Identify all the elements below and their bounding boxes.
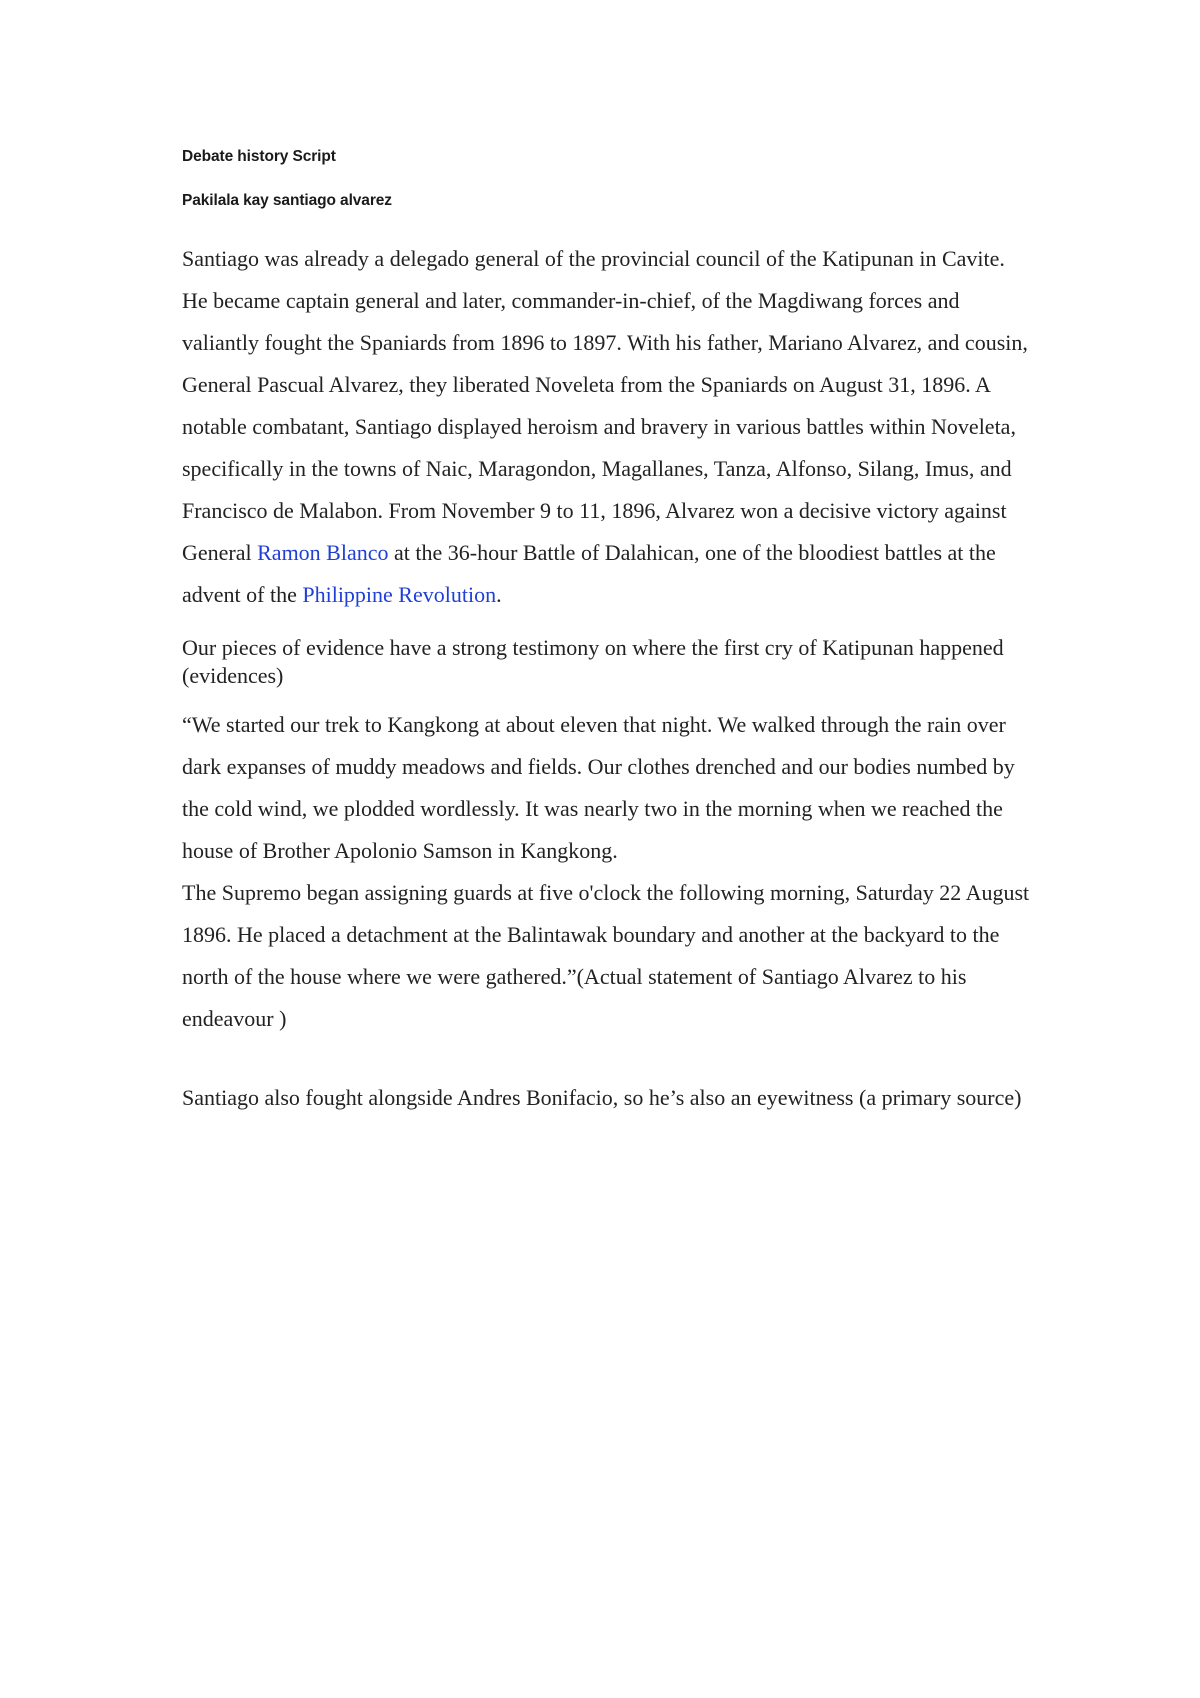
paragraph-biography-text-2: at the 36-hour Battle of Dalahican, one of the bloodiest battles at the advent of the [182,540,996,607]
document-subtitle: Pakilala kay santiago alvarez [182,192,392,209]
link-philippine-revolution[interactable]: Philippine Revolution [302,582,497,607]
document-title: Debate history Script [182,148,336,165]
quote-part-2: The Supremo began assigning guards at five o'clock the following morning, Saturday 22 August 1896. He placed a detachment at the Balintawak boundary and another at the backyard to the north of the house where we were gathered.”(Actual statement of Santiago Alvarez to his endeavour ) [182,880,1030,1031]
paragraph-evidence-intro: Our pieces of evidence have a strong testimony on where the first cry of Katipunan happened (evidences) [182,635,1004,688]
quote-block [182,704,1032,1040]
quote-part-1: “We started our trek to Kangkong at about eleven that night. We walked through the rain over dark expanses of muddy meadows and fields. Our clothes drenched and our bodies numbed by the cold wind, we plodded wordlessly. It was nearly two in the morning when we reached the house of Brother Apolonio Samson in Kangkong. [182,712,1015,863]
paragraph-biography-text-1: Santiago was already a delegado general of the provincial council of the Katipunan in Cavite. He became captain general and later, commander-in-chief, of the Magdiwang forces and valiantly fought the Spaniards from 1896 to 1897. With his father, Mariano Alvarez, and cousin, General Pascual Alvarez, they liberated Noveleta from the Spaniards on August 31, 1896. A notable combatant, Santiago displayed heroism and bravery in various battles within Noveleta, specifically in the towns of Naic, Maragondon, Magallanes, Tanza, Alfonso, Silang, Imus, and Francisco de Malabon. From November 9 to 11, 1896, Alvarez won a decisive victory against General [182,246,1028,565]
document-body [182,148,1032,1112]
link-ramon-blanco[interactable]: Ramon Blanco [257,540,389,565]
paragraph-biography [182,238,1032,616]
paragraph-eyewitness: Santiago also fought alongside Andres Bonifacio, so he’s also an eyewitness (a primary source) [182,1085,1022,1110]
paragraph-biography-text-3: . [496,582,502,607]
